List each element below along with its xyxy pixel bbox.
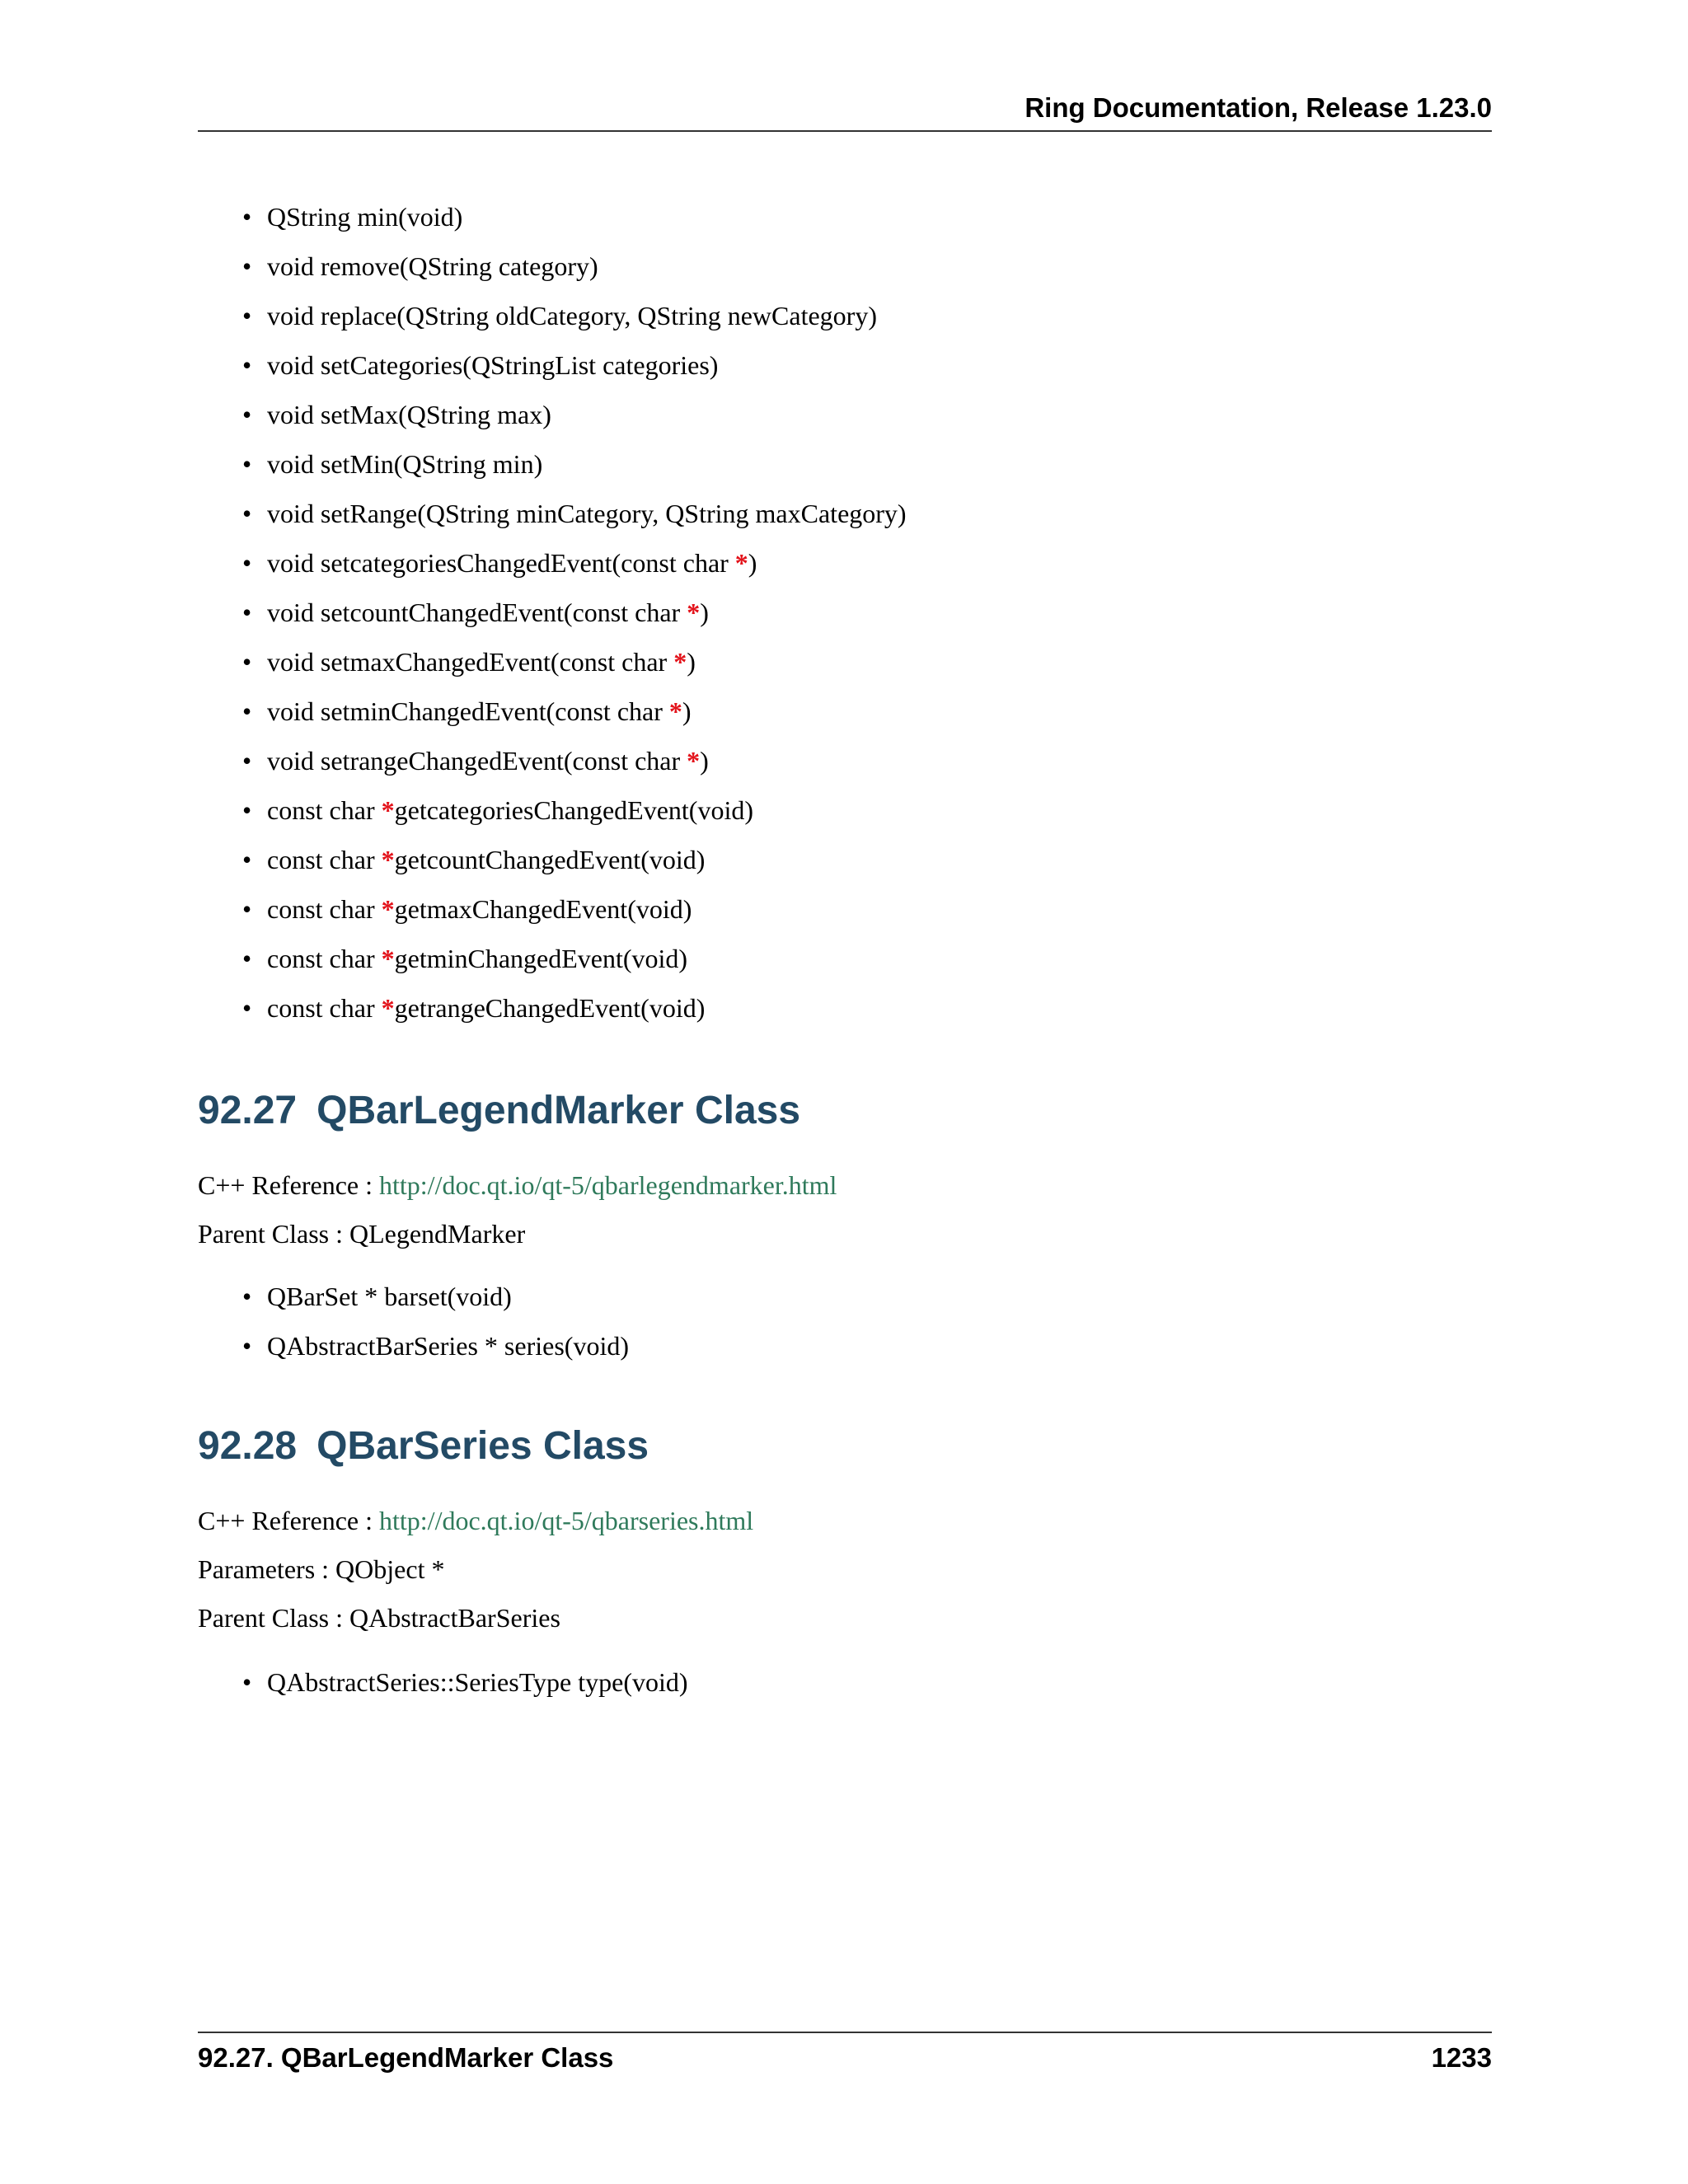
item-text: void setcategoriesChangedEvent(const char (267, 548, 735, 578)
item-text: ) (687, 647, 696, 677)
footer-rule (198, 2032, 1492, 2033)
pointer-star: * (381, 894, 395, 924)
cpp-reference-link[interactable]: http://doc.qt.io/qt-5/qbarseries.html (379, 1506, 754, 1535)
list-item (198, 497, 907, 530)
bullet-icon: • (242, 350, 252, 380)
cpp-reference-label: C++ Reference : (198, 1170, 379, 1200)
section-heading-qbarseries (198, 1423, 649, 1469)
pointer-star: * (734, 548, 748, 578)
method-list (198, 1280, 629, 1379)
item-text: ) (700, 746, 709, 776)
footer-section-title: 92.27. QBarLegendMarker Class (198, 2042, 614, 2073)
item-text: void setminChangedEvent(const char (267, 696, 669, 726)
item-text: getrangeChangedEvent(void) (394, 993, 706, 1023)
section-title: QBarSeries Class (316, 1424, 649, 1468)
bullet-icon: • (242, 548, 252, 578)
item-text: void setcountChangedEvent(const char (267, 598, 687, 627)
pointer-star: * (381, 795, 395, 825)
section-heading-qbarlegendmarker (198, 1088, 800, 1133)
bullet-icon: • (242, 746, 252, 776)
pointer-star: * (687, 598, 701, 627)
pointer-star: * (381, 944, 395, 973)
parent-class-line: Parent Class : QAbstractBarSeries (198, 1603, 560, 1633)
item-text: void replace(QString oldCategory, QString newCategory) (267, 301, 877, 330)
section-title: QBarLegendMarker Class (316, 1089, 801, 1132)
list-item (198, 645, 907, 678)
bullet-icon: • (242, 1331, 252, 1361)
list-item (198, 200, 907, 233)
method-list (198, 200, 907, 1041)
bullet-icon: • (242, 598, 252, 627)
list-item (198, 299, 907, 332)
item-text: getcountChangedEvent(void) (394, 845, 706, 874)
pointer-star: * (673, 647, 687, 677)
bullet-icon: • (242, 251, 252, 281)
item-text: getcategoriesChangedEvent(void) (394, 795, 753, 825)
parent-class-line: Parent Class : QLegendMarker (198, 1219, 526, 1249)
list-item (198, 596, 907, 629)
section-number: 92.27 (198, 1089, 298, 1132)
item-text: ) (748, 548, 757, 578)
bullet-icon: • (242, 499, 252, 528)
bullet-icon: • (242, 202, 252, 232)
section-number: 92.28 (198, 1424, 298, 1468)
header-rule (198, 130, 1492, 132)
item-text: const char (267, 845, 382, 874)
bullet-icon: • (242, 301, 252, 330)
list-item (198, 794, 907, 827)
parameters-line: Parameters : QObject * (198, 1554, 445, 1584)
pointer-star: * (687, 746, 701, 776)
method-list (198, 1666, 688, 1715)
item-text: void setCategories(QStringList categories) (267, 350, 719, 380)
list-item (198, 942, 907, 975)
item-text: QAbstractBarSeries * series(void) (267, 1331, 629, 1361)
bullet-icon: • (242, 894, 252, 924)
bullet-icon: • (242, 993, 252, 1023)
cpp-reference-line (198, 1169, 837, 1202)
bullet-icon: • (242, 696, 252, 726)
list-item (198, 1329, 629, 1362)
list-item (198, 250, 907, 283)
pointer-star: * (381, 845, 395, 874)
item-text: getminChangedEvent(void) (394, 944, 688, 973)
list-item (198, 349, 907, 382)
item-text: QString min(void) (267, 202, 463, 232)
item-text: const char (267, 894, 382, 924)
bullet-icon: • (242, 400, 252, 429)
item-text: ) (682, 696, 692, 726)
bullet-icon: • (242, 1667, 252, 1697)
list-item (198, 991, 907, 1024)
item-text: const char (267, 795, 382, 825)
bullet-icon: • (242, 1282, 252, 1311)
item-text: getmaxChangedEvent(void) (394, 894, 692, 924)
list-item (198, 448, 907, 480)
item-text: const char (267, 944, 382, 973)
list-item (198, 744, 907, 777)
list-item (198, 1280, 629, 1313)
item-text: QBarSet * barset(void) (267, 1282, 512, 1311)
cpp-reference-link[interactable]: http://doc.qt.io/qt-5/qbarlegendmarker.html (379, 1170, 837, 1200)
item-text: void setMax(QString max) (267, 400, 551, 429)
list-item (198, 546, 907, 579)
cpp-reference-label: C++ Reference : (198, 1506, 379, 1535)
pointer-star: * (381, 993, 395, 1023)
list-item (198, 843, 907, 876)
page-number: 1233 (1431, 2042, 1492, 2073)
list-item (198, 1666, 688, 1699)
item-text: void setMin(QString min) (267, 449, 543, 479)
list-item (198, 398, 907, 431)
list-item (198, 893, 907, 926)
bullet-icon: • (242, 647, 252, 677)
running-header: Ring Documentation, Release 1.23.0 (1025, 92, 1492, 123)
item-text: void remove(QString category) (267, 251, 598, 281)
item-text: QAbstractSeries::SeriesType type(void) (267, 1667, 688, 1697)
bullet-icon: • (242, 944, 252, 973)
item-text: void setRange(QString minCategory, QString maxCategory) (267, 499, 907, 528)
item-text: const char (267, 993, 382, 1023)
item-text: ) (700, 598, 709, 627)
list-item (198, 695, 907, 728)
bullet-icon: • (242, 449, 252, 479)
pointer-star: * (668, 696, 682, 726)
item-text: void setmaxChangedEvent(const char (267, 647, 674, 677)
bullet-icon: • (242, 795, 252, 825)
bullet-icon: • (242, 845, 252, 874)
item-text: void setrangeChangedEvent(const char (267, 746, 687, 776)
cpp-reference-line (198, 1504, 753, 1537)
